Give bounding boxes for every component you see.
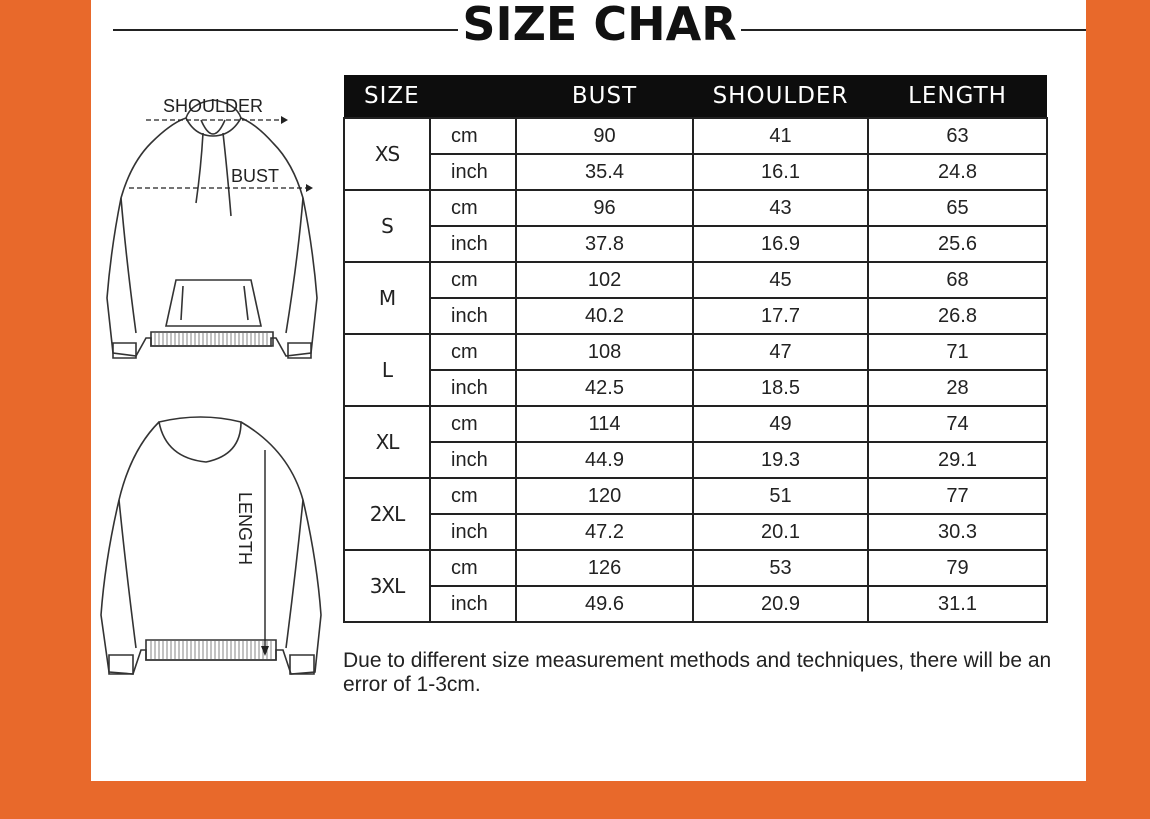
unit-inch-cell: inch [430, 514, 516, 550]
unit-cm-cell: cm [430, 262, 516, 298]
length-label: LENGTH [235, 492, 255, 566]
table-row [344, 334, 1047, 370]
header-shoulder: SHOULDER [693, 75, 868, 118]
value-cell: 19.3 [693, 442, 868, 478]
table-row [344, 226, 1047, 262]
value-cell: 37.8 [516, 226, 693, 262]
size-cell: S [344, 190, 430, 262]
value-cell: 42.5 [516, 370, 693, 406]
unit-inch-cell: inch [430, 226, 516, 262]
value-cell: 47 [693, 334, 868, 370]
table-row [344, 370, 1047, 406]
table-header-row [344, 75, 1047, 118]
title-row [113, 0, 1066, 50]
value-cell: 35.4 [516, 154, 693, 190]
size-table [343, 75, 1048, 623]
value-cell: 16.1 [693, 154, 868, 190]
header-length: LENGTH [868, 75, 1047, 118]
shoulder-label: SHOULDER [163, 96, 264, 116]
value-cell: 18.5 [693, 370, 868, 406]
value-cell: 65 [868, 190, 1047, 226]
value-cell: 79 [868, 550, 1047, 586]
header-size: SIZE [344, 75, 516, 118]
unit-inch-cell: inch [430, 298, 516, 334]
value-cell: 49.6 [516, 586, 693, 622]
value-cell: 47.2 [516, 514, 693, 550]
unit-cm-cell: cm [430, 478, 516, 514]
table-row [344, 442, 1047, 478]
value-cell: 20.9 [693, 586, 868, 622]
value-cell: 44.9 [516, 442, 693, 478]
unit-inch-cell: inch [430, 586, 516, 622]
unit-cm-cell: cm [430, 334, 516, 370]
size-cell: XL [344, 406, 430, 478]
value-cell: 45 [693, 262, 868, 298]
unit-inch-cell: inch [430, 154, 516, 190]
title-rule-right [741, 29, 1086, 31]
value-cell: 17.7 [693, 298, 868, 334]
table-row [344, 262, 1047, 298]
size-chart-card [91, 0, 1086, 781]
unit-inch-cell: inch [430, 442, 516, 478]
value-cell: 41 [693, 118, 868, 154]
value-cell: 63 [868, 118, 1047, 154]
table-row [344, 586, 1047, 622]
value-cell: 24.8 [868, 154, 1047, 190]
value-cell: 28 [868, 370, 1047, 406]
value-cell: 20.1 [693, 514, 868, 550]
table-row [344, 478, 1047, 514]
hoodie-front-illustration [91, 88, 341, 378]
value-cell: 126 [516, 550, 693, 586]
bust-label: BUST [231, 166, 280, 186]
title-rule-left [113, 29, 458, 31]
table-row [344, 406, 1047, 442]
value-cell: 49 [693, 406, 868, 442]
table-row [344, 190, 1047, 226]
value-cell: 120 [516, 478, 693, 514]
unit-cm-cell: cm [430, 406, 516, 442]
value-cell: 40.2 [516, 298, 693, 334]
size-cell: XS [344, 118, 430, 190]
table-row [344, 298, 1047, 334]
value-cell: 29.1 [868, 442, 1047, 478]
size-cell: L [344, 334, 430, 406]
hoodie-back-illustration [91, 410, 341, 680]
unit-cm-cell: cm [430, 550, 516, 586]
value-cell: 71 [868, 334, 1047, 370]
measurement-note: Due to different size measurement methods and techniques, there will be an error of 1-3cm. [343, 649, 1052, 696]
unit-inch-cell: inch [430, 370, 516, 406]
value-cell: 53 [693, 550, 868, 586]
value-cell: 31.1 [868, 586, 1047, 622]
value-cell: 96 [516, 190, 693, 226]
header-bust: BUST [516, 75, 693, 118]
value-cell: 51 [693, 478, 868, 514]
size-cell: 2XL [344, 478, 430, 550]
page-title: SIZE CHAR [462, 0, 737, 51]
value-cell: 30.3 [868, 514, 1047, 550]
table-row [344, 154, 1047, 190]
unit-cm-cell: cm [430, 190, 516, 226]
value-cell: 25.6 [868, 226, 1047, 262]
size-cell: M [344, 262, 430, 334]
value-cell: 43 [693, 190, 868, 226]
value-cell: 77 [868, 478, 1047, 514]
value-cell: 68 [868, 262, 1047, 298]
value-cell: 102 [516, 262, 693, 298]
value-cell: 26.8 [868, 298, 1047, 334]
value-cell: 114 [516, 406, 693, 442]
table-row [344, 514, 1047, 550]
size-table-body [344, 118, 1047, 622]
value-cell: 74 [868, 406, 1047, 442]
table-row [344, 550, 1047, 586]
value-cell: 108 [516, 334, 693, 370]
table-row [344, 118, 1047, 154]
unit-cm-cell: cm [430, 118, 516, 154]
value-cell: 16.9 [693, 226, 868, 262]
value-cell: 90 [516, 118, 693, 154]
size-cell: 3XL [344, 550, 430, 622]
